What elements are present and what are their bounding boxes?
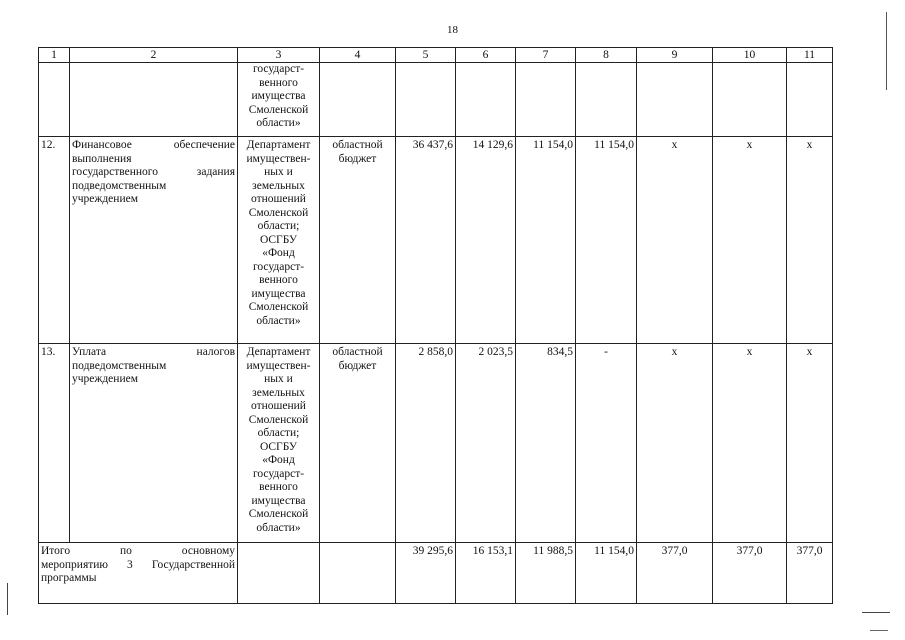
table-row <box>39 344 833 543</box>
column-number: 7 <box>516 48 576 63</box>
table-cell <box>396 63 456 137</box>
amount-cell: 2 023,5 <box>456 344 516 543</box>
text-line: отношений <box>251 400 306 412</box>
column-number: 6 <box>456 48 516 63</box>
text-line: «Фонд <box>262 454 295 466</box>
text-line: земельных <box>252 179 305 192</box>
scan-edge-line <box>870 630 888 631</box>
table-cell <box>39 63 70 137</box>
total-amount-cell: 377,0 <box>637 543 713 604</box>
amount-cell: х <box>787 137 833 344</box>
table-cell <box>713 63 787 137</box>
total-label-cell <box>39 543 238 604</box>
table-cell <box>637 63 713 137</box>
table-cell <box>456 63 516 137</box>
text-line: венного <box>259 76 298 89</box>
text-line: государственного задания <box>72 166 235 178</box>
text-line: Смоленской <box>248 103 309 116</box>
total-amount-cell: 16 153,1 <box>456 543 516 604</box>
amount-cell: х <box>787 344 833 543</box>
text-line: области» <box>256 314 301 327</box>
column-number: 11 <box>787 48 833 63</box>
executor-cell <box>238 344 320 543</box>
page-number: 18 <box>447 24 458 36</box>
row-number: 13. <box>39 344 70 543</box>
text-line: программы <box>41 572 97 584</box>
text-line: Финансовое обеспечение <box>72 139 235 151</box>
table-row <box>39 137 833 344</box>
table-cell <box>70 63 238 137</box>
column-number: 1 <box>39 48 70 63</box>
funding-source-cell <box>320 344 396 543</box>
column-number: 9 <box>637 48 713 63</box>
amount-cell: х <box>637 344 713 543</box>
text-line: области» <box>256 521 301 534</box>
text-line: области» <box>256 117 301 129</box>
column-number: 10 <box>713 48 787 63</box>
text-line: «Фонд <box>262 247 295 259</box>
amount-cell: х <box>713 137 787 344</box>
text-line: Смоленской <box>248 413 309 426</box>
amount-cell: 36 437,6 <box>396 137 456 344</box>
scan-edge-line <box>7 583 8 615</box>
amount-cell: 2 858,0 <box>396 344 456 543</box>
table-row-continuation <box>39 63 833 137</box>
text-line: имущества <box>251 287 306 300</box>
table-cell <box>320 543 396 604</box>
text-line: областной <box>332 139 383 151</box>
text-line: учреждением <box>72 193 138 205</box>
text-line: выполнения <box>72 152 132 165</box>
text-line: имущества <box>251 494 306 507</box>
text-line: Уплата налогов <box>72 346 235 358</box>
text-line: государст- <box>252 467 305 480</box>
total-amount-cell: 11 988,5 <box>516 543 576 604</box>
text-line: Департамент <box>246 139 311 151</box>
amount-cell: - <box>576 344 637 543</box>
text-line: ОСГБУ <box>259 440 298 453</box>
text-line: Смоленской <box>248 301 309 313</box>
text-line: мероприятию 3 Государственной <box>41 558 235 571</box>
column-number: 5 <box>396 48 456 63</box>
budget-table <box>38 47 833 604</box>
column-number: 8 <box>576 48 637 63</box>
text-line: Департамент <box>246 346 311 358</box>
funding-source-cell <box>320 137 396 344</box>
total-amount-cell: 377,0 <box>787 543 833 604</box>
text-line: бюджет <box>338 152 377 165</box>
text-line: области; <box>257 220 300 232</box>
total-row <box>39 543 833 604</box>
text-line: земельных <box>252 386 305 399</box>
table-cell <box>787 63 833 137</box>
table-cell <box>576 63 637 137</box>
text-line: подведомственным <box>72 359 167 372</box>
amount-cell: 834,5 <box>516 344 576 543</box>
table-cell <box>320 63 396 137</box>
amount-cell: 11 154,0 <box>576 137 637 344</box>
text-line: имуществен- <box>246 359 311 372</box>
text-line: подведомственным <box>72 179 167 192</box>
text-line: Смоленской <box>248 508 309 520</box>
amount-cell: 11 154,0 <box>516 137 576 344</box>
text-line: венного <box>259 274 298 286</box>
text-line: имуществен- <box>246 152 311 165</box>
measure-name-cell <box>70 137 238 344</box>
text-line: ных и <box>264 373 293 385</box>
text-line: бюджет <box>338 359 377 372</box>
text-line: области; <box>257 427 300 439</box>
column-number-row <box>39 48 833 63</box>
text-line: учреждением <box>72 373 138 385</box>
table-cell <box>238 543 320 604</box>
text-line: областной <box>332 346 383 358</box>
text-line: имущества <box>251 90 306 102</box>
executor-cell <box>238 63 320 137</box>
text-line: ОСГБУ <box>259 233 298 246</box>
scan-edge-line <box>886 12 887 90</box>
measure-name-cell <box>70 344 238 543</box>
total-amount-cell: 377,0 <box>713 543 787 604</box>
amount-cell: 14 129,6 <box>456 137 516 344</box>
text-line: государст- <box>252 260 305 273</box>
amount-cell: х <box>713 344 787 543</box>
executor-cell <box>238 137 320 344</box>
amount-cell: х <box>637 137 713 344</box>
text-line: государст- <box>252 63 305 75</box>
column-number: 3 <box>238 48 320 63</box>
total-amount-cell: 11 154,0 <box>576 543 637 604</box>
table-cell <box>516 63 576 137</box>
text-line: отношений <box>251 193 306 205</box>
text-line: ных и <box>264 166 293 178</box>
row-number: 12. <box>39 137 70 344</box>
text-line: Смоленской <box>248 206 309 219</box>
total-amount-cell: 39 295,6 <box>396 543 456 604</box>
text-line: Итого по основному <box>41 545 235 557</box>
column-number: 4 <box>320 48 396 63</box>
scan-edge-line <box>862 612 890 613</box>
text-line: венного <box>259 481 298 493</box>
column-number: 2 <box>70 48 238 63</box>
